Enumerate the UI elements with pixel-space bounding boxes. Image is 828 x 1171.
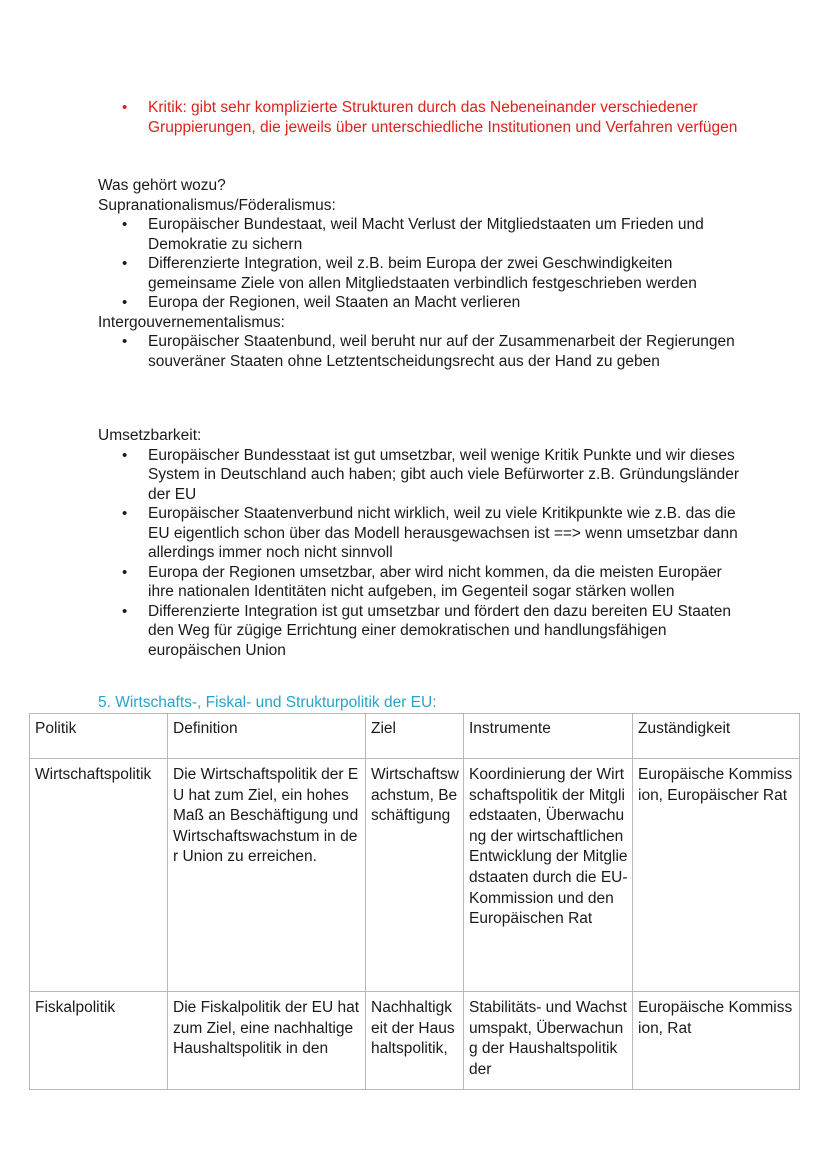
list-item: • Europa der Regionen umsetzbar, aber wird nicht kommen, da die meisten Europäer ihre nationalen Identitäten nicht aufgeben, im Gegenteil sogar stärken wollen [98, 563, 748, 602]
table-cell: Europäische Kommission, Rat [633, 992, 800, 1090]
group1-list [98, 215, 748, 313]
table-cell: Koordinierung der Wirtschaftspolitik der Mitgliedstaaten, Überwachung der wirtschaftlichen Entwicklung der Mitgliedstaaten durch die EU-Kommission und den Europäischen Rat [464, 759, 633, 992]
table-cell: Wirtschaftswachstum, Beschäftigung [366, 759, 464, 992]
table-header-row [30, 714, 800, 759]
assignment-question: Was gehört wozu? [98, 177, 226, 194]
group2-title: Intergouvernementalismus: [98, 313, 285, 331]
group2-list [98, 332, 748, 371]
feasibility-list [98, 446, 748, 661]
table-cell: Die Wirtschaftspolitik der EU hat zum Ziel, ein hohes Maß an Beschäftigung und Wirtschaftswachstum in der Union zu erreichen. [168, 759, 366, 992]
policy-table [29, 713, 800, 1090]
header-cell: Definition [168, 714, 366, 759]
header-cell: Politik [30, 714, 168, 759]
table-cell: Stabilitäts- und Wachstumspakt, Überwachung der Haushaltspolitik der [464, 992, 633, 1090]
table-cell: Wirtschaftspolitik [30, 759, 168, 992]
list-item: • Europäischer Staatenverbund nicht wirklich, weil zu viele Kritikpunkte wie z.B. das die EU eigentlich schon über das Modell herausgewachsen ist ==> wenn umsetzbar dann allerdings immer noch nicht sinnvoll [98, 504, 748, 563]
list-item: • Differenzierte Integration ist gut umsetzbar und fördert den dazu bereiten EU Staaten den Weg für zügige Errichtung einer demokratischen und handlungsfähigen europäischen Union [98, 602, 748, 661]
feasibility-section [98, 426, 748, 660]
list-item: • Differenzierte Integration, weil z.B. beim Europa der zwei Geschwindigkeiten gemeinsame Ziele von allen Mitgliedstaaten verbindlich festgeschrieben werden [98, 254, 748, 293]
section-heading: 5. Wirtschafts-, Fiskal- und Strukturpolitik der EU: [98, 694, 437, 711]
critique-item: • Kritik: gibt sehr komplizierte Strukturen durch das Nebeneinander verschiedener Gruppierungen, die jeweils über unterschiedliche Institutionen und Verfahren verfügen [98, 98, 748, 137]
list-item: • Europäischer Bundestaat, weil Macht Verlust der Mitgliedstaaten um Frieden und Demokratie zu sichern [98, 215, 748, 254]
table-cell: Nachhaltigkeit der Haushaltspolitik, [366, 992, 464, 1090]
header-cell: Instrumente [464, 714, 633, 759]
table-row [30, 992, 800, 1090]
list-item: • Europäischer Bundesstaat ist gut umsetzbar, weil wenige Kritik Punkte und wir dieses System in Deutschland auch haben; gibt auch viele Befürworter z.B. Gründungsländer der EU [98, 446, 748, 505]
group1-title: Supranationalismus/Föderalismus: [98, 196, 336, 214]
feasibility-title: Umsetzbarkeit: [98, 427, 202, 444]
header-cell: Zuständigkeit [633, 714, 800, 759]
critique-block [98, 98, 748, 137]
list-item: • Europa der Regionen, weil Staaten an Macht verlieren [98, 293, 748, 313]
table-row [30, 759, 800, 992]
table-cell: Fiskalpolitik [30, 992, 168, 1090]
table-cell: Europäische Kommission, Europäischer Rat [633, 759, 800, 992]
critique-list [98, 98, 748, 137]
table-cell: Die Fiskalpolitik der EU hat zum Ziel, eine nachhaltige Haushaltspolitik in den [168, 992, 366, 1090]
list-item: • Europäischer Staatenbund, weil beruht nur auf der Zusammenarbeit der Regierungen souveräner Staaten ohne Letztentscheidungsrecht aus der Hand zu geben [98, 332, 748, 371]
header-cell: Ziel [366, 714, 464, 759]
assignment-section [98, 176, 748, 371]
